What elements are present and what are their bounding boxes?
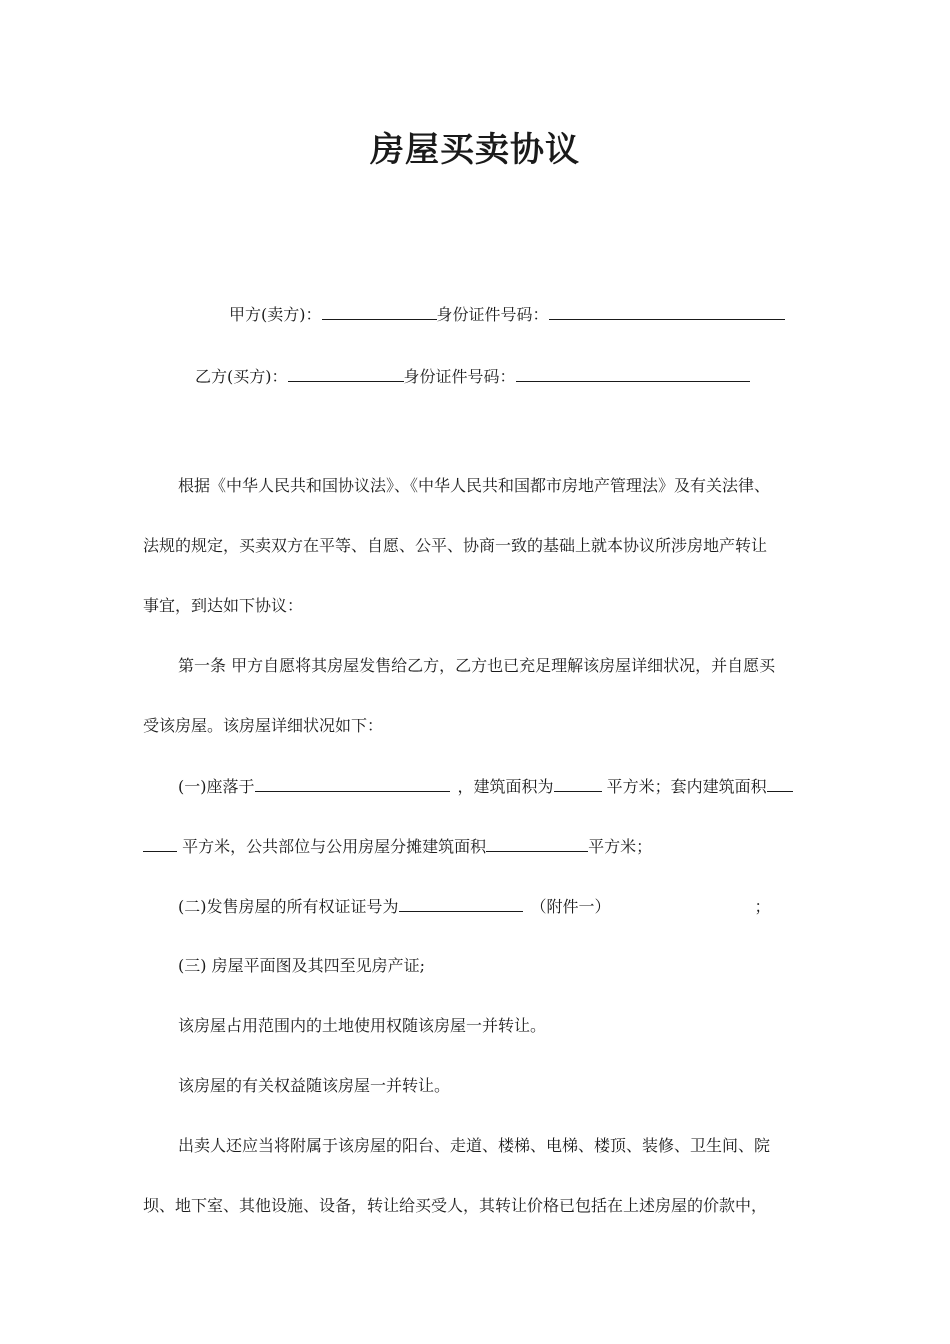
party-b-label: 乙方(买方)： — [195, 367, 288, 386]
item1-prefix: (一)座落于 — [178, 777, 255, 796]
item2-end: ； — [754, 897, 771, 916]
item2-prefix: (二)发售房屋的所有权证证号为 — [178, 897, 399, 916]
attached-facilities-line-1: 出卖人还应当将附属于该房屋的阳台、走道、楼梯、电梯、楼顶、装修、卫生间、院 — [178, 1136, 771, 1155]
item1-inner-area-label: 平方米；套内建筑面积 — [601, 777, 767, 796]
party-b-line — [195, 364, 750, 389]
item1-area-label: ，建筑面积为 — [457, 777, 554, 796]
rights-paragraph: 该房屋的有关权益随该房屋一并转让。 — [178, 1076, 451, 1095]
preamble-line-2: 法规的规定，买卖双方在平等、自愿、公平、协商一致的基础上就本协议所涉房地产转让 — [143, 536, 768, 555]
item2-line — [178, 894, 771, 919]
floor-area-field[interactable] — [554, 774, 602, 792]
party-b-id-label: 身份证件号码： — [403, 367, 516, 386]
article1-line-1: 第一条 甲方自愿将其房屋发售给乙方，乙方也已充足理解该房屋详细状况，并自愿买 — [178, 656, 776, 675]
party-b-name-field[interactable] — [288, 364, 404, 382]
shared-area-field[interactable] — [486, 834, 588, 852]
land-use-paragraph: 该房屋占用范围内的土地使用权随该房屋一并转让。 — [178, 1016, 547, 1035]
inner-area-field-part2[interactable] — [143, 834, 177, 852]
party-a-label: 甲方(卖方)： — [229, 305, 322, 324]
preamble-line-1: 根据《中华人民共和国协议法》、《中华人民共和国都市房地产管理法》及有关法律、 — [178, 476, 771, 495]
preamble-line-3: 事宜，到达如下协议： — [143, 596, 304, 615]
item1-shared-area-label: 平方米，公共部位与公用房屋分摊建筑面积 — [177, 837, 487, 856]
item1-shared-area-unit: 平方米； — [588, 837, 653, 856]
article1-line-2: 受该房屋。该房屋详细状况如下： — [143, 716, 384, 735]
ownership-cert-field[interactable] — [399, 894, 523, 912]
item1-line-1 — [178, 774, 793, 799]
item1-line-2 — [143, 834, 652, 859]
party-a-line — [229, 302, 785, 327]
inner-area-field-part1[interactable] — [767, 774, 793, 792]
party-a-id-label: 身份证件号码： — [436, 305, 549, 324]
item2-annex: （附件一） — [530, 897, 611, 916]
attached-facilities-line-2: 坝、地下室、其他设施、设备，转让给买受人，其转让价格已包括在上述房屋的价款中， — [143, 1196, 768, 1215]
party-b-id-field[interactable] — [516, 364, 750, 382]
party-a-name-field[interactable] — [322, 302, 437, 320]
document-title: 房屋买卖协议 — [370, 130, 580, 170]
location-field[interactable] — [255, 774, 450, 792]
item3-line: (三) 房屋平面图及其四至见房产证; — [178, 956, 425, 975]
party-a-id-field[interactable] — [549, 302, 785, 320]
